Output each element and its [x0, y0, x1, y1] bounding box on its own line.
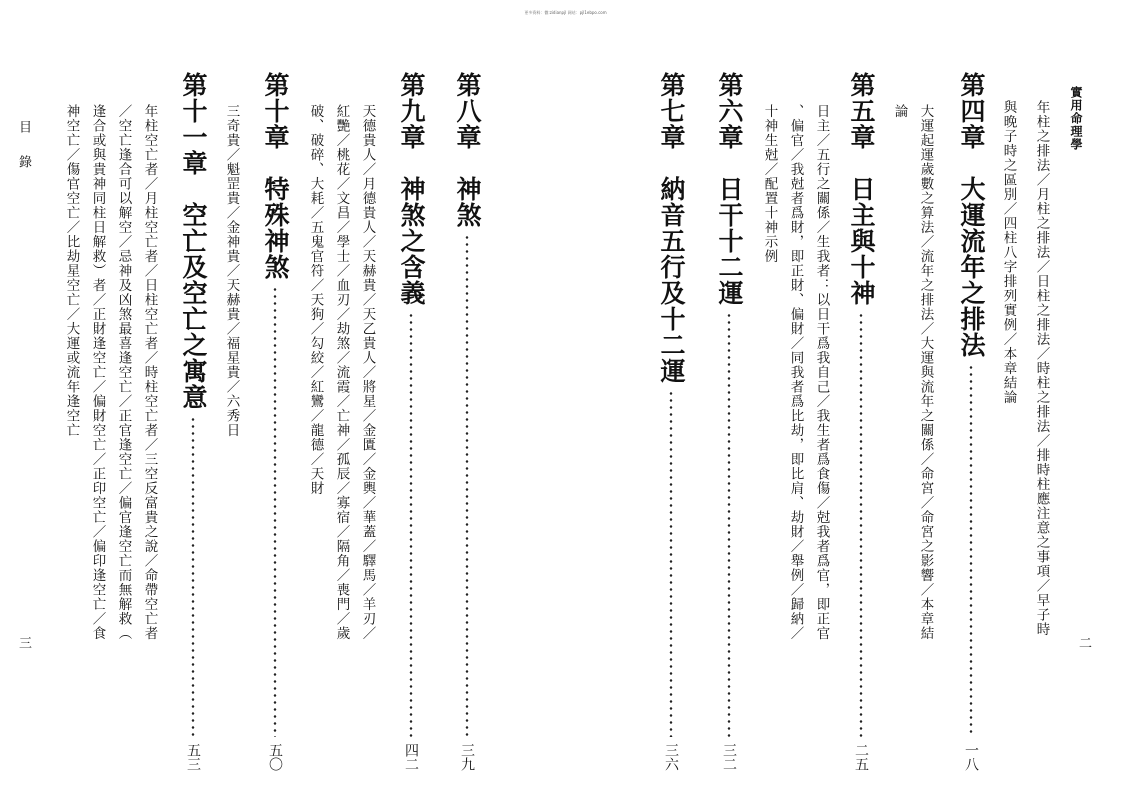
chapter-page-number: 五三	[185, 743, 201, 771]
dot-leader	[712, 312, 746, 737]
chapter-subline: 、偏官／我尅者爲財，即正財、偏財／同我者爲比劫，即比肩、劫財／舉例／歸納／	[787, 104, 804, 641]
chapter-title: 第四章 大運流年之排法	[957, 72, 986, 358]
dot-leader	[954, 364, 988, 737]
chapter-title: 第八章 神煞	[453, 72, 482, 228]
chapter-page-number: 三九	[459, 743, 475, 771]
section-label: 目錄	[16, 120, 31, 190]
right-page	[566, 0, 1131, 800]
dot-leader	[176, 416, 210, 737]
toc-entry-chapter-7[interactable]	[654, 72, 688, 777]
intro-line: 年柱之排法／月柱之排法／日柱之排法／時柱之排法／排時柱應注意之事項／早子時	[1033, 100, 1050, 637]
chapter-title: 第十一章 空亡及空亡之寓意	[179, 72, 208, 410]
chapter-subline: 神空亡／傷官空亡／比劫星空亡／大運或流年逢空亡	[63, 104, 80, 438]
chapter-page-number: 三六	[663, 743, 679, 771]
page-number: 三	[16, 636, 31, 649]
toc-entry-chapter-10[interactable]	[258, 72, 292, 777]
chapter-subline: 大運起運歲數之算法／流年之排法／大運與流年之關係／命宮／命宮之影響／本章結	[917, 104, 934, 641]
chapter-title: 第七章 納音五行及十二運	[657, 72, 686, 384]
chapter-page-number: 四二	[403, 743, 419, 771]
chapter-subline: 論	[891, 104, 908, 119]
chapter-page-number: 三二	[721, 743, 737, 771]
toc-entry-chapter-8[interactable]	[450, 72, 484, 777]
chapter-page-number: 五〇	[267, 743, 283, 771]
toc-entry-chapter-4[interactable]	[954, 72, 988, 777]
running-head: 實用命理學	[1069, 86, 1083, 151]
dot-leader	[654, 390, 688, 737]
dot-leader	[258, 286, 292, 737]
chapter-subline: 天德貴人／月德貴人／天赫貴／天乙貴人／將星／金匱／金輿／華蓋／驛馬／羊刃／	[359, 104, 376, 641]
chapter-subline: 破、破碎、大耗／五鬼官符／天狗／勾絞／紅鸞／龍德／天財	[307, 104, 324, 496]
intro-line: 與晚子時之區別／四柱八字排列實例／本章結論	[1000, 100, 1017, 405]
dot-leader	[844, 312, 878, 737]
chapter-subline: 年柱空亡者／月柱空亡者／日柱空亡者／時柱空亡者／三空反富貴之說／命帶空亡者	[141, 104, 158, 641]
chapter-title: 第六章 日干十二運	[715, 72, 744, 306]
chapter-subline: 十神生尅／配置十神示例	[761, 104, 778, 264]
chapter-subline: 逢合或與貴神同柱日解救）者／正財逢空亡／偏財空亡／正印空亡／偏印逢空亡／食	[89, 104, 106, 641]
toc-entry-chapter-5[interactable]	[844, 72, 878, 777]
chapter-title: 第十章 特殊神煞	[261, 72, 290, 280]
chapter-subline: ／空亡逢合可以解空／忌神及凶煞最喜逢空亡／正官逢空亡／偏官逢空亡而無解救（	[115, 104, 132, 641]
toc-entry-chapter-9[interactable]	[394, 72, 428, 777]
watermark-text: 更多资料：微:zidianpjl 网站：pjl1ebpo.com	[524, 10, 607, 15]
chapter-title: 第九章 神煞之含義	[397, 72, 426, 306]
toc-entry-chapter-11[interactable]	[176, 72, 210, 777]
chapter-page-number: 二五	[853, 743, 869, 771]
chapter-subline: 紅艷／桃花／文昌／學士／血刃／劫煞／流霞／亡神／孤辰／寡宿／隔角／喪門／歲	[333, 104, 350, 641]
page-number: 二	[1076, 636, 1091, 649]
dot-leader	[394, 312, 428, 737]
chapter-title: 第五章 日主與十神	[847, 72, 876, 306]
chapter-subline: 日主／五行之關係／生我者：以日干爲我自己／我生者爲食傷／尅我者爲官，即正官	[813, 104, 830, 641]
toc-entry-chapter-6[interactable]	[712, 72, 746, 777]
chapter-subline: 三奇貴／魁罡貴／金神貴／天赫貴／福星貴／六秀日	[223, 104, 240, 438]
chapter-page-number: 一八	[963, 743, 979, 771]
dot-leader	[450, 234, 484, 737]
